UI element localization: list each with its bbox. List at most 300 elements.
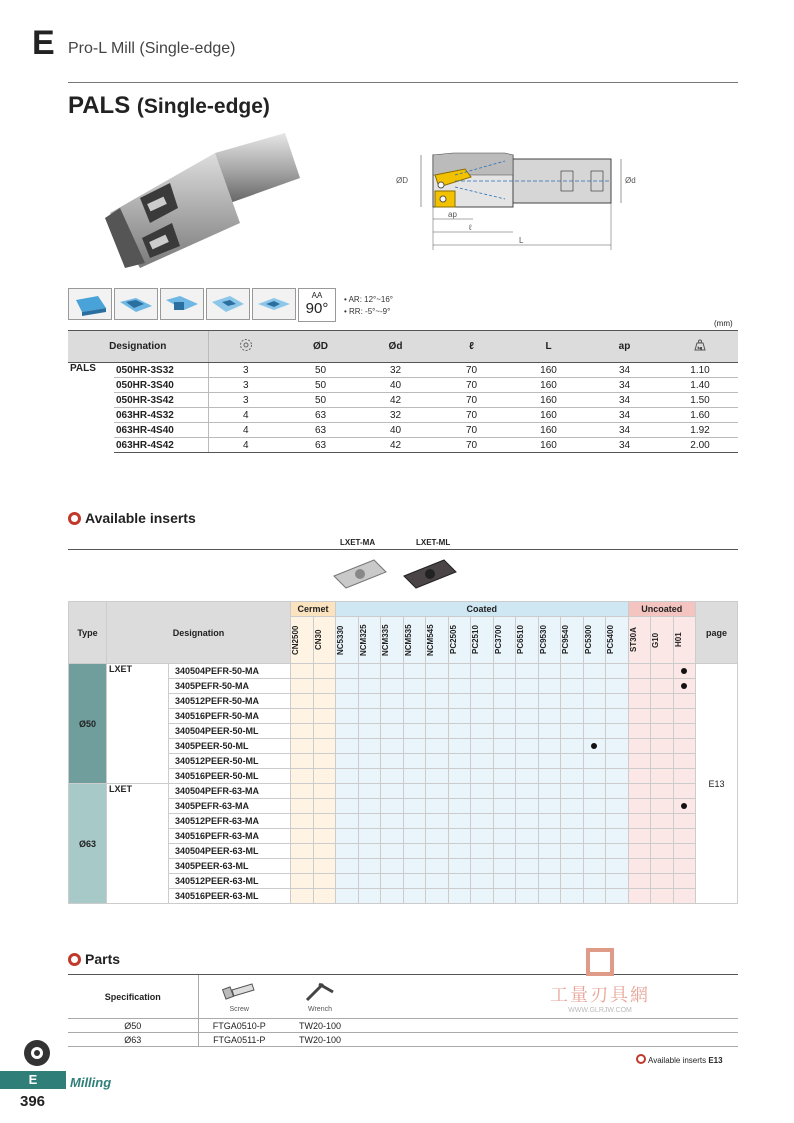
insert-designation: 3405PEFR-63-MA	[169, 799, 291, 814]
product-photo-mill	[100, 128, 300, 268]
availability-cell	[381, 829, 404, 844]
available-dot-icon	[681, 803, 687, 809]
availability-cell	[493, 694, 516, 709]
col-type: Type	[69, 602, 107, 664]
page-ref[interactable]: E13	[696, 664, 738, 904]
col-ins-designation: Designation	[107, 602, 291, 664]
availability-cell	[471, 754, 494, 769]
availability-cell	[358, 889, 381, 904]
grade-header	[448, 617, 471, 664]
availability-cell	[516, 859, 539, 874]
availability-cell	[336, 844, 359, 859]
availability-cell	[358, 679, 381, 694]
parts-cell-empty	[360, 1019, 738, 1033]
availability-cell	[538, 709, 561, 724]
spec-row	[68, 363, 738, 378]
availability-cell	[516, 664, 539, 679]
availability-cell	[673, 679, 696, 694]
label-od: ØD	[396, 176, 408, 185]
availability-cell	[516, 874, 539, 889]
grade-label: NCM335	[381, 624, 390, 656]
availability-cell	[403, 814, 426, 829]
availability-cell	[583, 739, 606, 754]
availability-cell	[291, 874, 314, 889]
availability-cell	[358, 694, 381, 709]
availability-cell	[651, 874, 674, 889]
availability-cell	[493, 679, 516, 694]
availability-cell	[673, 769, 696, 784]
spec-cell: 63	[283, 408, 358, 423]
availability-cell	[291, 829, 314, 844]
grade-header	[471, 617, 494, 664]
spec-designation: 063HR-4S32	[114, 408, 208, 423]
availability-cell	[381, 769, 404, 784]
insert-family: LXET	[107, 784, 169, 904]
availability-cell	[426, 694, 449, 709]
wrench-label: Wrench	[308, 1006, 332, 1013]
availability-cell	[651, 694, 674, 709]
availability-cell	[471, 679, 494, 694]
availability-cell	[471, 724, 494, 739]
availability-cell	[471, 694, 494, 709]
availability-cell	[336, 739, 359, 754]
availability-cell	[381, 679, 404, 694]
availability-cell	[403, 844, 426, 859]
col-l: ℓ	[433, 331, 510, 363]
availability-cell	[493, 754, 516, 769]
availability-cell	[336, 829, 359, 844]
availability-cell	[628, 724, 651, 739]
spec-cell: 1.60	[662, 408, 738, 423]
grade-header	[651, 617, 674, 664]
availability-cell	[538, 784, 561, 799]
availability-cell	[606, 784, 629, 799]
insert-designation: 340512PEER-63-ML	[169, 874, 291, 889]
availability-cell	[313, 874, 336, 889]
availability-cell	[448, 664, 471, 679]
availability-cell	[358, 814, 381, 829]
availability-cell	[381, 844, 404, 859]
availability-cell	[561, 739, 584, 754]
spec-cell: 160	[510, 408, 587, 423]
availability-cell	[403, 709, 426, 724]
col-teeth	[208, 331, 283, 363]
availability-cell	[673, 784, 696, 799]
availability-cell	[313, 799, 336, 814]
title-main: PALS	[68, 92, 131, 119]
grade-header	[336, 617, 359, 664]
availability-cell	[471, 664, 494, 679]
availability-cell	[561, 874, 584, 889]
face-milling-icon	[206, 288, 250, 320]
spec-cell: 160	[510, 438, 587, 453]
spec-cell: 34	[587, 438, 662, 453]
availability-cell	[403, 724, 426, 739]
spec-cell: 34	[587, 378, 662, 393]
availability-cell	[291, 784, 314, 799]
availability-cell	[448, 754, 471, 769]
availability-cell	[493, 784, 516, 799]
availability-cell	[493, 799, 516, 814]
label-l: ℓ	[469, 223, 472, 232]
availability-cell	[561, 799, 584, 814]
availability-cell	[291, 679, 314, 694]
availability-cell	[516, 814, 539, 829]
availability-cell	[583, 874, 606, 889]
spec-cell: 34	[587, 393, 662, 408]
availability-cell	[651, 784, 674, 799]
availability-cell	[403, 769, 426, 784]
weight-icon	[692, 339, 708, 351]
availability-cell	[561, 859, 584, 874]
availability-cell	[381, 784, 404, 799]
availability-cell	[448, 889, 471, 904]
insert-image-ma	[330, 554, 390, 594]
grade-header	[628, 617, 651, 664]
availability-cell	[628, 889, 651, 904]
availability-cell	[583, 844, 606, 859]
availability-cell	[358, 664, 381, 679]
availability-cell	[448, 709, 471, 724]
grade-label: PC5400	[606, 625, 615, 655]
parts-cell: Ø50	[68, 1019, 198, 1033]
availability-cell	[313, 859, 336, 874]
parts-heading	[68, 951, 120, 967]
availability-cell	[313, 679, 336, 694]
insert-designation: 340516PEFR-63-MA	[169, 829, 291, 844]
availability-cell	[628, 874, 651, 889]
grade-label: PC5300	[583, 625, 593, 655]
availability-cell	[628, 754, 651, 769]
availability-cell	[448, 679, 471, 694]
col-od: ØD	[283, 331, 358, 363]
header-divider	[68, 82, 738, 83]
insert-designation: 340512PEFR-63-MA	[169, 814, 291, 829]
availability-cell	[583, 679, 606, 694]
availability-cell	[426, 769, 449, 784]
grade-label: CN30	[313, 629, 323, 651]
availability-cell	[448, 829, 471, 844]
series-name: PALS	[70, 363, 96, 374]
spec-cell: 3	[208, 393, 283, 408]
insert-row	[69, 814, 738, 829]
insert-row	[69, 664, 738, 679]
screw-label: Screw	[229, 1006, 249, 1013]
availability-cell	[381, 664, 404, 679]
spec-row	[68, 378, 738, 393]
parts-cell: TW20-100	[280, 1033, 360, 1047]
availability-cell	[313, 844, 336, 859]
availability-cell	[673, 739, 696, 754]
availability-cell	[448, 694, 471, 709]
grade-label: NCM545	[426, 624, 435, 656]
spec-cell: 70	[433, 378, 510, 393]
availability-cell	[516, 799, 539, 814]
insert-family: LXET	[107, 664, 169, 784]
availability-cell	[291, 859, 314, 874]
availability-cell	[336, 814, 359, 829]
availability-cell	[313, 829, 336, 844]
availability-cell	[606, 724, 629, 739]
grade-label: G10	[651, 632, 660, 648]
availability-cell	[538, 724, 561, 739]
availability-cell	[538, 694, 561, 709]
availability-cell	[651, 664, 674, 679]
availability-cell	[426, 889, 449, 904]
ramping-icon	[252, 288, 296, 320]
availability-cell	[583, 754, 606, 769]
availability-cell	[606, 769, 629, 784]
availability-cell	[358, 799, 381, 814]
parts-cell: FTGA0511-P	[198, 1033, 280, 1047]
inserts-table	[68, 601, 738, 904]
availability-cell	[606, 874, 629, 889]
insert-designation: 3405PEER-50-ML	[169, 739, 291, 754]
insert-row	[69, 859, 738, 874]
availability-cell	[358, 859, 381, 874]
availability-cell	[493, 724, 516, 739]
availability-cell	[561, 709, 584, 724]
availability-cell	[561, 694, 584, 709]
availability-cell	[583, 724, 606, 739]
grade-label: NCM325	[358, 624, 368, 656]
availability-cell	[336, 664, 359, 679]
section-bullet-icon	[68, 953, 81, 966]
availability-cell	[358, 784, 381, 799]
inserts-heading	[68, 510, 196, 526]
insert-row	[69, 889, 738, 904]
wrench-icon	[303, 980, 337, 1004]
title-sub: (Single-edge)	[136, 95, 270, 118]
availability-cell	[561, 844, 584, 859]
spec-designation: 050HR-3S40	[114, 378, 208, 393]
availability-cell	[291, 889, 314, 904]
grade-header	[493, 617, 516, 664]
availability-cell	[291, 754, 314, 769]
insert-row	[69, 784, 738, 799]
availability-cell	[426, 829, 449, 844]
grade-header	[606, 617, 629, 664]
availability-cell	[336, 754, 359, 769]
spec-cell: 160	[510, 378, 587, 393]
spec-cell: 160	[510, 393, 587, 408]
insert-designation: 3405PEFR-50-MA	[169, 679, 291, 694]
spec-row	[68, 438, 738, 453]
availability-cell	[358, 739, 381, 754]
spec-cell: 4	[208, 408, 283, 423]
availability-cell	[651, 769, 674, 784]
availability-cell	[561, 679, 584, 694]
availability-cell	[583, 889, 606, 904]
availability-cell	[673, 664, 696, 679]
availability-cell	[426, 784, 449, 799]
availability-cell	[381, 799, 404, 814]
spec-row	[68, 393, 738, 408]
spec-row	[68, 408, 738, 423]
availability-cell	[628, 709, 651, 724]
spec-cell: 70	[433, 438, 510, 453]
spec-cell: 160	[510, 423, 587, 438]
label-d: Ød	[625, 176, 636, 185]
availability-cell	[313, 814, 336, 829]
availability-cell	[493, 709, 516, 724]
availability-cell	[561, 724, 584, 739]
grade-label: PC3700	[493, 625, 503, 655]
parts-cell: FTGA0510-P	[198, 1019, 280, 1033]
availability-cell	[538, 664, 561, 679]
availability-cell	[673, 724, 696, 739]
spec-cell: 70	[433, 393, 510, 408]
grade-label: ST30A	[628, 627, 638, 653]
availability-cell	[403, 874, 426, 889]
availability-cell	[493, 889, 516, 904]
availability-cell	[606, 709, 629, 724]
availability-cell	[313, 709, 336, 724]
availability-cell	[561, 664, 584, 679]
spec-cell: 1.92	[662, 423, 738, 438]
insert-row	[69, 829, 738, 844]
spec-cell: 70	[433, 363, 510, 378]
insert-designation: 340516PEER-63-ML	[169, 889, 291, 904]
grade-header	[381, 617, 404, 664]
availability-cell	[291, 709, 314, 724]
grade-label: PC2510	[471, 625, 480, 655]
availability-cell	[426, 739, 449, 754]
group-cermet: Cermet	[291, 602, 336, 617]
availability-cell	[403, 679, 426, 694]
availability-cell	[381, 709, 404, 724]
section-letter: E	[32, 24, 55, 62]
availability-cell	[471, 829, 494, 844]
availability-cell	[516, 889, 539, 904]
availability-cell	[403, 859, 426, 874]
insert-designation: 340504PEER-50-ML	[169, 724, 291, 739]
availability-cell	[673, 844, 696, 859]
availability-cell	[651, 829, 674, 844]
availability-cell	[448, 814, 471, 829]
availability-cell	[651, 724, 674, 739]
availability-cell	[538, 769, 561, 784]
availability-cell	[381, 859, 404, 874]
spec-table	[68, 330, 738, 453]
availability-cell	[561, 769, 584, 784]
availability-cell	[381, 814, 404, 829]
availability-cell	[561, 829, 584, 844]
availability-cell	[561, 784, 584, 799]
availability-cell	[628, 829, 651, 844]
availability-cell	[426, 874, 449, 889]
grade-header	[673, 617, 696, 664]
angle-value: 90°	[305, 300, 329, 317]
availability-cell	[628, 694, 651, 709]
footer-inserts-link[interactable]: Available inserts E13	[636, 1053, 723, 1065]
grade-label: PC6510	[516, 625, 525, 655]
section-title: Pro-L Mill (Single-edge)	[68, 40, 236, 57]
grade-header	[561, 617, 584, 664]
availability-cell	[606, 799, 629, 814]
availability-cell	[538, 739, 561, 754]
insert-row	[69, 769, 738, 784]
availability-cell	[583, 814, 606, 829]
spec-cell: 160	[510, 363, 587, 378]
col-d: Ød	[358, 331, 433, 363]
grade-label: PC9540	[561, 625, 570, 655]
availability-cell	[628, 769, 651, 784]
availability-cell	[448, 844, 471, 859]
availability-cell	[583, 769, 606, 784]
availability-cell	[628, 679, 651, 694]
spec-cell: 34	[587, 423, 662, 438]
availability-cell	[606, 694, 629, 709]
svg-text:kg: kg	[697, 345, 703, 350]
availability-cell	[336, 784, 359, 799]
availability-cell	[516, 754, 539, 769]
availability-cell	[426, 679, 449, 694]
parts-screw-col	[198, 975, 280, 1019]
label-ap: ap	[448, 210, 457, 219]
availability-cell	[673, 874, 696, 889]
availability-cell	[403, 829, 426, 844]
availability-cell	[381, 724, 404, 739]
availability-cell	[561, 889, 584, 904]
spec-designation: 050HR-3S32	[114, 363, 208, 378]
shoulder-milling-icon	[68, 288, 112, 320]
availability-cell	[651, 739, 674, 754]
milling-cutter-icon	[22, 1038, 52, 1068]
availability-cell	[358, 754, 381, 769]
insert-designation: 340512PEER-50-ML	[169, 754, 291, 769]
availability-cell	[291, 694, 314, 709]
application-icons	[68, 288, 296, 320]
type-cell: Ø50	[69, 664, 107, 784]
availability-cell	[493, 829, 516, 844]
availability-cell	[291, 799, 314, 814]
availability-cell	[358, 769, 381, 784]
availability-cell	[313, 664, 336, 679]
availability-cell	[313, 754, 336, 769]
inserts-title: Available inserts	[85, 510, 196, 526]
parts-row	[68, 1019, 738, 1033]
availability-cell	[291, 724, 314, 739]
availability-cell	[448, 739, 471, 754]
availability-cell	[358, 874, 381, 889]
label-L: L	[519, 236, 524, 245]
spec-cell: 63	[283, 423, 358, 438]
availability-cell	[651, 679, 674, 694]
spec-designation: 063HR-4S42	[114, 438, 208, 453]
availability-cell	[583, 784, 606, 799]
insert-image-ml	[400, 554, 460, 594]
availability-cell	[516, 679, 539, 694]
availability-cell	[673, 814, 696, 829]
availability-cell	[471, 709, 494, 724]
availability-cell	[606, 679, 629, 694]
availability-cell	[291, 769, 314, 784]
insert-row	[69, 724, 738, 739]
parts-cell: Ø63	[68, 1033, 198, 1047]
availability-cell	[516, 709, 539, 724]
availability-cell	[336, 679, 359, 694]
availability-cell	[471, 859, 494, 874]
availability-cell	[516, 694, 539, 709]
spec-cell: 32	[358, 363, 433, 378]
available-dot-icon	[681, 683, 687, 689]
availability-cell	[538, 859, 561, 874]
insert-label-ml: LXET-ML	[416, 538, 451, 547]
spec-row	[68, 423, 738, 438]
availability-cell	[538, 679, 561, 694]
availability-cell	[583, 829, 606, 844]
